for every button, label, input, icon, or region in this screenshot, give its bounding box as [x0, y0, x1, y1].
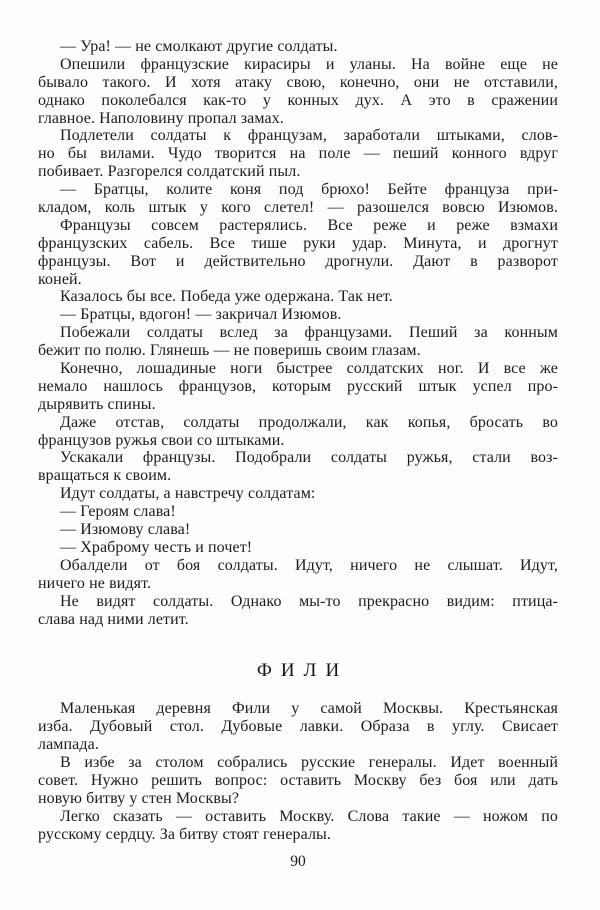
text-line: немало нашлось французов, которым русский штык успел про- — [38, 377, 558, 395]
text-line: коней. — [38, 270, 82, 288]
text-line: Идут солдаты, а навстречу солдатам: — [60, 485, 316, 503]
text-line: — Братцы, вдогон! — закричал Изюмов. — [60, 306, 342, 324]
text-line: Маленькая деревня Фили у самой Москвы. Крестьянская — [60, 700, 558, 718]
text-line: однако поколебался как-то у конных дух. А это в сражении — [38, 91, 558, 109]
text-line: Опешили французские кирасиры и уланы. На войне еще не — [60, 55, 558, 73]
page-number: 90 — [290, 852, 306, 870]
text-line: дырявить спины. — [38, 395, 156, 413]
text-line: французы. Вот и действительно дрогнули. Дают в разворот — [38, 252, 558, 270]
text-line: но бы вилами. Чудо творится на поле — пеший конного вдруг — [38, 145, 558, 163]
text-line: изба. Дубовый стол. Дубовые лавки. Образа в углу. Свисает — [38, 718, 558, 736]
story-text-block-1 — [38, 38, 558, 628]
story-text-block-2 — [38, 700, 558, 843]
text-line: ничего не видят. — [38, 574, 152, 592]
text-line: — Героям слава! — [60, 503, 176, 521]
text-line: Ускакали французы. Подобрали солдаты ружья, стали воз- — [60, 449, 558, 467]
text-line: побивает. Разгорелся солдатский пыл. — [38, 163, 301, 181]
text-line: — Храброму честь и почет! — [60, 538, 253, 556]
text-line: русскому сердцу. За битву стоят генералы. — [38, 825, 332, 843]
text-line: бежит по полю. Глянешь — не поверишь своим глазам. — [38, 342, 421, 360]
text-line: новую битву у стен Москвы? — [38, 789, 240, 807]
text-line: Подлетели солдаты к французам, заработали штыками, слов- — [60, 127, 558, 145]
text-column — [38, 38, 558, 871]
text-line: — Братцы, колите коня под брюхо! Бейте француза при- — [60, 181, 558, 199]
chapter-heading: ФИЛИ — [256, 660, 349, 682]
text-line: — Изюмову слава! — [60, 521, 191, 539]
text-line: вращаться к своим. — [38, 467, 172, 485]
text-line: слава над ними летит. — [38, 610, 189, 628]
text-line: Не видят солдаты. Однако мы-то прекрасно видим: птица- — [60, 592, 558, 610]
text-line: В избе за столом собрались русские генералы. Идет военный — [60, 754, 558, 772]
text-line: французов ружья свои со штыками. — [38, 431, 285, 449]
text-line: кладом, коль штык у кого слетел! — разошелся вовсю Изюмов. — [38, 199, 558, 217]
text-line: главное. Наполовину пропал замах. — [38, 109, 284, 127]
text-line: совет. Нужно решить вопрос: оставить Москву без боя или дать — [38, 771, 558, 789]
text-line: Обалдели от боя солдаты. Идут, ничего не слышат. Идут, — [60, 556, 558, 574]
text-line: Легко сказать — оставить Москву. Слова такие — ножом по — [60, 807, 558, 825]
text-line: — Ура! — не смолкают другие солдаты. — [60, 38, 338, 55]
text-line: Казалось бы все. Победа уже одержана. Так нет. — [60, 288, 393, 306]
text-line: бывало такого. И хотя атаку свою, конечно, они не отставили, — [38, 73, 558, 91]
text-line: Даже отстав, солдаты продолжали, как копья, бросать во — [60, 413, 558, 431]
text-line: Побежали солдаты вслед за французами. Пеший за конным — [60, 324, 558, 342]
text-line: лампада. — [38, 736, 99, 754]
text-line: Конечно, лошадиные ноги быстрее солдатских ног. И все же — [60, 360, 558, 378]
text-line: французских сабель. Все тише руки удар. Минута, и дрогнут — [38, 234, 558, 252]
text-line: Французы совсем растерялись. Все реже и реже взмахи — [60, 216, 558, 234]
